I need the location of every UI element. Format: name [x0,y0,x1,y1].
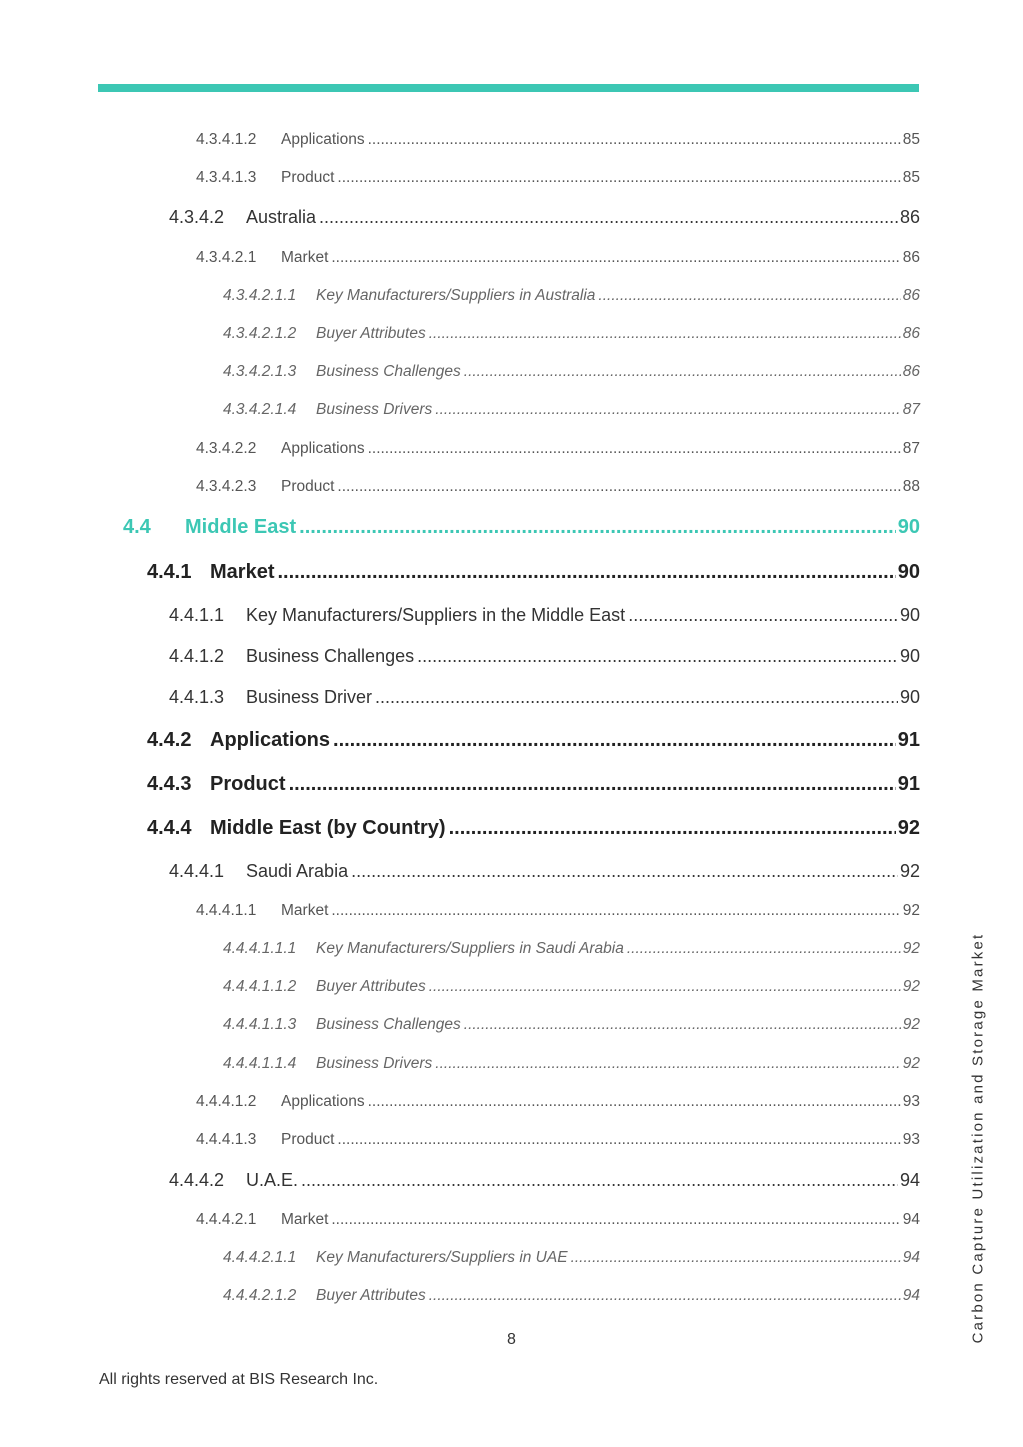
toc-entry-title: Buyer Attributes [316,978,426,995]
toc-entry[interactable] [169,1170,920,1191]
toc-entry-page: 86 [902,287,920,304]
toc-entry-title: Business Driver [246,687,373,707]
toc-entry[interactable] [223,1287,920,1305]
toc-entry[interactable] [196,249,920,267]
toc-entry-page: 87 [902,440,920,457]
toc-entry[interactable] [196,478,920,496]
toc-dot-leader [319,207,898,228]
toc-entry-page: 91 [897,773,920,795]
toc-entry[interactable] [169,646,920,667]
page-number: 8 [507,1331,516,1348]
toc-entry-title: Business Challenges [246,646,415,666]
toc-entry-number: 4.4.4.2 [169,1170,225,1190]
toc-dot-leader [299,516,896,539]
toc-entry-number: 4.3.4.2.2 [196,440,257,457]
toc-entry[interactable] [169,207,920,228]
toc-entry[interactable] [223,1016,920,1034]
toc-dot-leader [337,478,900,496]
toc-entry[interactable] [169,861,920,882]
toc-entry-number: 4.3.4.2.1 [196,249,257,266]
toc-entry-number: 4.4.4.1.3 [196,1131,257,1148]
toc-entry[interactable] [223,978,920,996]
toc-entry-number: 4.4.3 [147,773,192,795]
toc-entry-page: 88 [902,478,920,495]
toc-dot-leader [331,902,900,920]
toc-entry[interactable] [123,516,920,539]
toc-dot-leader [417,646,898,667]
toc-dot-leader [368,131,901,149]
toc-entry-number: 4.4.4.1.1.1 [223,940,297,957]
toc-entry-title: Applications [281,131,365,148]
toc-entry-number: 4.4.4.2.1.2 [223,1287,297,1304]
toc-entry[interactable] [169,687,920,708]
toc-entry-title: Key Manufacturers/Suppliers in the Middle East [246,605,626,625]
toc-entry[interactable] [223,401,920,419]
toc-entry-page: 90 [899,605,920,625]
toc-dot-leader [435,401,900,419]
toc-entry-number: 4.4.1.2 [169,646,225,666]
toc-entry[interactable] [223,1249,920,1267]
toc-entry[interactable] [147,561,920,584]
toc-entry-title: Key Manufacturers/Suppliers in Saudi Arabia [316,940,624,957]
toc-dot-leader [277,561,895,584]
toc-entry-page: 93 [902,1093,920,1110]
toc-dot-leader [337,169,900,187]
toc-entry[interactable] [196,131,920,149]
toc-entry-page: 90 [899,687,920,707]
toc-entry-number: 4.4.4.1.1.4 [223,1055,297,1072]
toc-entry-number: 4.3.4.1.3 [196,169,257,186]
toc-entry-number: 4.4.4.2.1.1 [223,1249,297,1266]
toc-entry[interactable] [223,940,920,958]
side-report-title: Carbon Capture Utilization and Storage Market [969,932,987,1344]
toc-entry-title: Saudi Arabia [246,861,349,881]
toc-entry-page: 86 [899,207,920,227]
toc-entry[interactable] [147,729,920,752]
toc-entry-title: Australia [246,207,317,227]
toc-dot-leader [331,249,900,267]
toc-entry-page: 94 [902,1249,920,1266]
toc-entry-number: 4.4 [123,516,151,538]
toc-entry[interactable] [196,902,920,920]
toc-entry[interactable] [147,773,920,796]
toc-dot-leader [628,605,898,626]
toc-entry-number: 4.4.4.1.2 [196,1093,257,1110]
toc-dot-leader [598,287,900,305]
toc-entry-page: 93 [902,1131,920,1148]
toc-entry-number: 4.4.4.2.1 [196,1211,257,1228]
toc-entry-title: Key Manufacturers/Suppliers in Australia [316,287,596,304]
toc-entry-page: 91 [897,729,920,751]
toc-entry-title: Product [281,169,335,186]
toc-entry-title: Applications [210,729,331,751]
toc-entry-page: 92 [902,902,920,919]
toc-entry-page: 90 [897,516,920,538]
toc-dot-leader [435,1055,900,1073]
toc-entry-number: 4.3.4.2.3 [196,478,257,495]
toc-entry-page: 92 [899,861,920,881]
toc-entry-title: Applications [281,440,365,457]
toc-entry[interactable] [196,1093,920,1111]
toc-entry-number: 4.3.4.2.1.3 [223,363,297,380]
toc-entry-title: Buyer Attributes [316,1287,426,1304]
toc-dot-leader [368,440,901,458]
toc-dot-leader [571,1249,901,1267]
toc-entry-page: 92 [902,940,920,957]
toc-entry-page: 86 [902,249,920,266]
toc-entry[interactable] [223,325,920,343]
toc-entry-title: U.A.E. [246,1170,299,1190]
toc-entry-title: Applications [281,1093,365,1110]
toc-entry-title: Business Drivers [316,401,433,418]
toc-entry-title: Business Challenges [316,1016,461,1033]
toc-dot-leader [368,1093,901,1111]
toc-entry-number: 4.4.4 [147,817,192,839]
toc-entry-title: Product [210,773,286,795]
toc-dot-leader [429,978,901,996]
toc-entry-title: Market [210,561,275,583]
toc-entry-number: 4.4.4.1.1.2 [223,978,297,995]
toc-entry-number: 4.4.1.1 [169,605,225,625]
toc-entry-number: 4.3.4.2 [169,207,225,227]
toc-dot-leader [337,1131,900,1149]
toc-entry-title: Middle East (by Country) [210,817,446,839]
toc-entry-title: Business Challenges [316,363,461,380]
toc-entry-title: Middle East [185,516,297,538]
toc-entry-page: 85 [902,169,920,186]
toc-entry-page: 90 [897,561,920,583]
toc-entry[interactable] [223,363,920,381]
toc-entry-page: 90 [899,646,920,666]
toc-entry-page: 86 [902,363,920,380]
toc-entry-page: 92 [902,978,920,995]
toc-entry-number: 4.4.4.1 [169,861,225,881]
toc-entry-title: Market [281,249,329,266]
toc-entry-title: Market [281,902,329,919]
toc-entry[interactable] [196,169,920,187]
toc-entry-page: 86 [902,325,920,342]
toc-entry-number: 4.3.4.2.1.2 [223,325,297,342]
toc-entry-page: 85 [902,131,920,148]
toc-entry[interactable] [196,1211,920,1229]
toc-dot-leader [331,1211,900,1229]
toc-dot-leader [464,363,901,381]
toc-entry-number: 4.3.4.2.1.4 [223,401,297,418]
toc-entry[interactable] [223,1055,920,1073]
toc-dot-leader [375,687,898,708]
toc-entry-number: 4.4.2 [147,729,192,751]
toc-dot-leader [449,817,896,840]
toc-entry-number: 4.4.4.1.1 [196,902,257,919]
toc-entry[interactable] [223,287,920,305]
toc-dot-leader [301,1170,898,1191]
toc-entry-page: 94 [899,1170,920,1190]
toc-entry[interactable] [196,440,920,458]
toc-dot-leader [627,940,901,958]
toc-entry-page: 92 [902,1016,920,1033]
footer-copyright: All rights reserved at BIS Research Inc. [99,1371,379,1388]
toc-entry-page: 92 [902,1055,920,1072]
toc-entry-number: 4.3.4.1.2 [196,131,257,148]
toc-entry-page: 94 [902,1211,920,1228]
toc-dot-leader [429,1287,901,1305]
toc-entry-number: 4.4.1 [147,561,192,583]
toc-entry-number: 4.4.1.3 [169,687,225,707]
toc-dot-leader [429,325,901,343]
toc-entry-page: 92 [897,817,920,839]
toc-entry-page: 94 [902,1287,920,1304]
toc-entry[interactable] [196,1131,920,1149]
toc-entry-title: Product [281,478,335,495]
toc-entry[interactable] [147,817,920,840]
toc-entry-title: Market [281,1211,329,1228]
toc-dot-leader [464,1016,901,1034]
toc-dot-leader [289,773,896,796]
toc-entry-title: Key Manufacturers/Suppliers in UAE [316,1249,568,1266]
header-accent-bar [98,84,919,92]
toc-dot-leader [333,729,896,752]
toc-entry-number: 4.3.4.2.1.1 [223,287,297,304]
toc-entry-page: 87 [902,401,920,418]
toc-dot-leader [351,861,898,882]
toc-entry-number: 4.4.4.1.1.3 [223,1016,297,1033]
toc-entry-title: Buyer Attributes [316,325,426,342]
toc-entry[interactable] [169,605,920,626]
toc-entry-title: Product [281,1131,335,1148]
toc-entry-title: Business Drivers [316,1055,433,1072]
